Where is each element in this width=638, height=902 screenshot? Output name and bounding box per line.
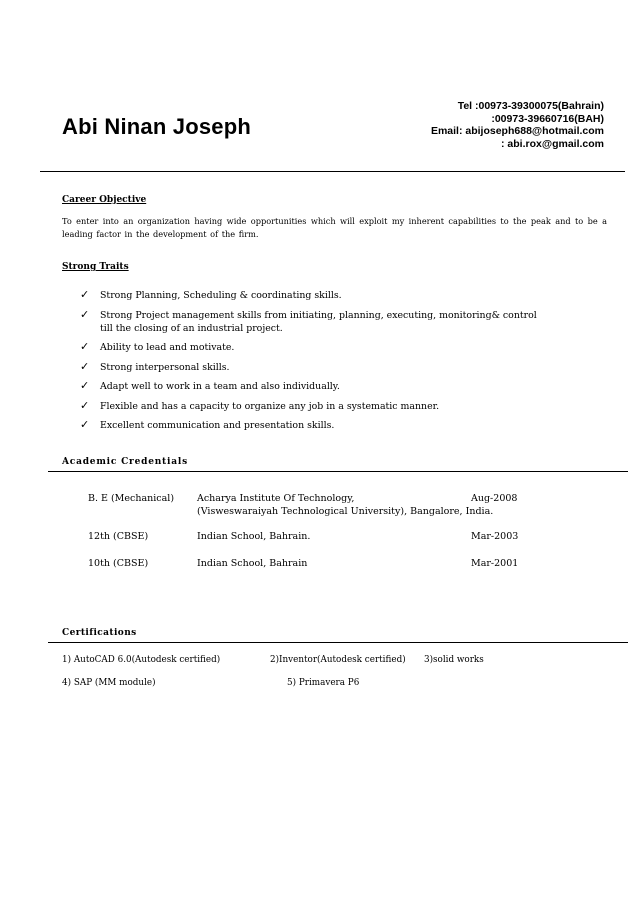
date-2: Mar-2003 xyxy=(471,531,519,542)
date-3: Mar-2001 xyxy=(471,558,519,569)
certification-item: 1) AutoCAD 6.0(Autodesk certified) xyxy=(62,655,221,665)
certification-item: 4) SAP (MM module) xyxy=(62,678,156,688)
degree-3: 10th (CBSE) xyxy=(88,558,149,569)
checkmark-icon: ✓ xyxy=(80,307,90,321)
academic-heading: Academic Credentials xyxy=(62,457,188,467)
trait-text: Strong interpersonal skills. xyxy=(100,361,230,373)
certification-item: 5) Primavera P6 xyxy=(287,678,360,688)
trait-text: Excellent communication and presentation skills. xyxy=(100,420,335,431)
trait-text: Strong Project management skills from initiating, planning, executing, monitoring& control till the closing of an industrial project. xyxy=(100,309,537,334)
certification-item: 3)solid works xyxy=(424,655,484,665)
contact-line-tel: Tel :00973-39300075(Bahrain) xyxy=(457,100,604,112)
trait-item xyxy=(80,289,550,302)
trait-text: Strong Planning, Scheduling & coordinating skills. xyxy=(100,290,342,301)
checkmark-icon: ✓ xyxy=(80,340,90,353)
contact-block xyxy=(344,100,604,150)
degree-2: 12th (CBSE) xyxy=(88,531,149,542)
institution-1-line-2: (Visweswaraiyah Technological University), Bangalore, India. xyxy=(197,506,494,517)
certifications-divider xyxy=(48,642,628,643)
certifications-heading: Certifications xyxy=(62,628,137,638)
trait-item xyxy=(80,361,550,374)
trait-item xyxy=(80,380,550,393)
certification-item: 2)Inventor(Autodesk certified) xyxy=(270,655,406,665)
strong-traits-heading: Strong Traits xyxy=(62,262,129,272)
trait-text: Ability to lead and motivate. xyxy=(100,342,235,353)
contact-line-email: Email: abijoseph688@hotmail.com xyxy=(430,125,604,137)
checkmark-icon: ✓ xyxy=(80,418,90,431)
candidate-name: Abi Ninan Joseph xyxy=(62,114,251,139)
institution-1: Acharya Institute Of Technology, xyxy=(197,493,355,504)
trait-item xyxy=(80,419,550,432)
contact-line-tel-2: :00973-39660716(BAH) xyxy=(491,112,604,125)
contact-line-email-2: : abi.rox@gmail.com xyxy=(500,137,604,150)
checkmark-icon: ✓ xyxy=(80,379,90,392)
date-1: Aug-2008 xyxy=(471,493,518,504)
trait-text: Flexible and has a capacity to organize any job in a systematic manner. xyxy=(100,400,440,412)
degree-1: B. E (Mechanical) xyxy=(88,493,175,504)
career-objective-heading: Career Objective xyxy=(62,195,147,205)
trait-item xyxy=(80,341,550,354)
academic-divider xyxy=(48,471,628,472)
institution-2: Indian School, Bahrain. xyxy=(197,531,311,542)
header-divider xyxy=(40,171,625,172)
trait-text: Adapt well to work in a team and also individually. xyxy=(100,381,340,392)
strong-traits-list xyxy=(80,289,550,439)
institution-3: Indian School, Bahrain xyxy=(197,558,308,569)
checkmark-icon: ✓ xyxy=(80,288,90,301)
career-objective-text: To enter into an organization having wide opportunities which will exploit my inherent capabilities to the peak and to be a leading factor in the development of the firm. xyxy=(62,216,607,239)
trait-item xyxy=(80,309,550,335)
trait-item xyxy=(80,400,550,413)
checkmark-icon: ✓ xyxy=(80,398,90,412)
checkmark-icon: ✓ xyxy=(80,359,90,373)
